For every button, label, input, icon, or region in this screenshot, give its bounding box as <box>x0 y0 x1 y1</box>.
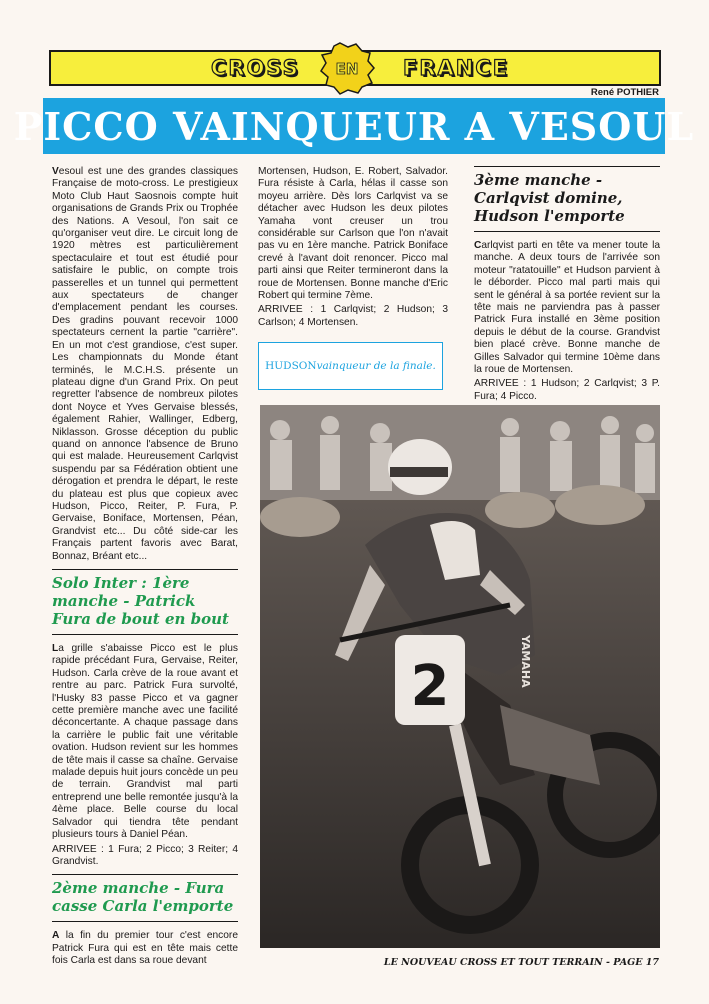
subhead-second-race: 2ème manche - Fura casse Carla l'emporte <box>52 874 238 922</box>
intro-paragraph: Vesoul est une des grandes classiques Française de moto-cross. Le prestigieux Moto Club Haut Saosnois compte huit organisations de Grands Prix ou Trophée des Nations. A Vesoul, l'on sait ce qu'organiser veut dire. Le circuit long de 1920 mètres est particulièrement spectaculaire et tout est étudié pour satisfaire le public, on compte trois passerelles et un tunnel qui permettent aux spectateurs de changer d'emplacement pendant les courses. Des gradins pouvant recevoir 1000 spectateurs cernent la partie "carrière". En un mot c'est grandiose, c'est super. Les championnats du Monde étant terminés, le M.C.H.S. présente un plateau digne d'un Grand Prix. On peut regretter l'absence de nombreux pilotes dont Noyce et Yves Gervaise blessés, également Rahier, Wallinger, Edberg, Niklasson. Grosse déception du public quand on annonce l'absence de Bruno qui est malade. Heureusement Carlqvist suspendu par sa Fédération obtient une dérogation et prendra le départ, le reste du plateau est plus que copieux avec Hudson, Picco, Reiter, P. Fura, P. Gervaise, Boniface, Mortensen, Péan, Grandvist etc... Du côté side-car les Français partent favoris avec Barat, Bonnaz, Bréant etc... <box>52 166 238 562</box>
caption-text: vainqueur de la finale. <box>316 360 436 372</box>
article-column-2 <box>258 166 448 331</box>
first-race-result: ARRIVEE : 1 Fura; 2 Picco; 3 Reiter; 4 Grandvist. <box>52 843 238 867</box>
emblem-text: EN <box>335 60 359 78</box>
photo-caption <box>258 342 443 390</box>
banner-left-word: CROSS <box>211 56 300 80</box>
second-race-paragraph: A la fin du premier tour c'est encore Patrick Fura qui est en tête mais cette fois Carla est dans sa roue devant <box>52 930 238 967</box>
title-bar <box>13 98 695 154</box>
third-race-result: ARRIVEE : 1 Hudson; 2 Carlqvist; 3 P. Fura; 4 Picco. <box>474 378 660 402</box>
subhead-first-race: Solo Inter : 1ère manche - Patrick Fura de bout en bout <box>52 569 238 635</box>
second-race-result: ARRIVEE : 1 Carlqvist; 2 Hudson; 3 Carlson; 4 Mortensen. <box>258 304 448 328</box>
third-race-paragraph: Carlqvist parti en tête va mener toute la manche. A deux tours de l'arrivée son moteur "ratatouille" et Hudson parvient à le déborder. Picco mal parti mais qui sent le général à sa portée revient sur la tête mais ne parviendra pas à passer Patrick Fura installé en 3ème position depuis le début de la course. Grandvist bien placé crève. Bonne manche de Gilles Salvador qui termine 10ème dans la roue de Mortensen. <box>474 240 660 376</box>
first-race-paragraph: La grille s'abaisse Picco est le plus rapide précédant Fura, Gervaise, Reiter, Hudson. Carla crève de la roue avant et rentre au parc. Patrick Fura survolté, l'Husky 83 passe Picco et va gagner cette première manche avec une facilité déconcertante. A chaque passage dans la carrière le public fait une véritable ovation. Hudson revient sur les hommes de tête mais il casse sa chaîne. Gervaise malade depuis huit jours concède un peu de terrain. Grandvist mal parti entreprend une belle remontée jusqu'à la 4ème place. Belle course du local Salvador qui tiendra tête pendant plusieurs tours à Daniel Péan. <box>52 643 238 841</box>
page-footer: LE NOUVEAU CROSS ET TOUT TERRAIN - PAGE 17 <box>383 957 659 968</box>
subhead-third-race: 3ème manche - Carlqvist domine, Hudson l'emporte <box>474 166 660 232</box>
fork-text: YAMAHA <box>519 635 532 688</box>
caption-name: HUDSON <box>265 360 317 372</box>
second-race-continued: Mortensen, Hudson, E. Robert, Salvador. Fura résiste à Carla, hélas il casse son moyeu arrière. Dès lors Carlqvist va se détacher avec Hudson les deux pilotes Yamaha vont creuser un trou considérable sur Carlson que l'on n'avait pas vu en 1ère manche. Patrick Boniface crevé à l'avant doit renoncer. Picco mal parti ainsi que Reiter termineront dans la roue de Mortensen. Bonne manche d'Eric Robert qui termine 7ème. <box>258 166 448 302</box>
byline: René POTHIER <box>590 87 659 98</box>
banner-right-word: FRANCE <box>403 56 510 80</box>
page-title: PICCO VAINQUEUR A VESOUL <box>13 103 695 149</box>
motocross-rider-illustration <box>260 405 660 948</box>
article-column-1 <box>52 166 238 970</box>
article-column-3 <box>474 166 660 405</box>
france-map-emblem <box>318 41 376 95</box>
race-number: 2 <box>410 654 450 719</box>
race-photo <box>260 405 660 948</box>
